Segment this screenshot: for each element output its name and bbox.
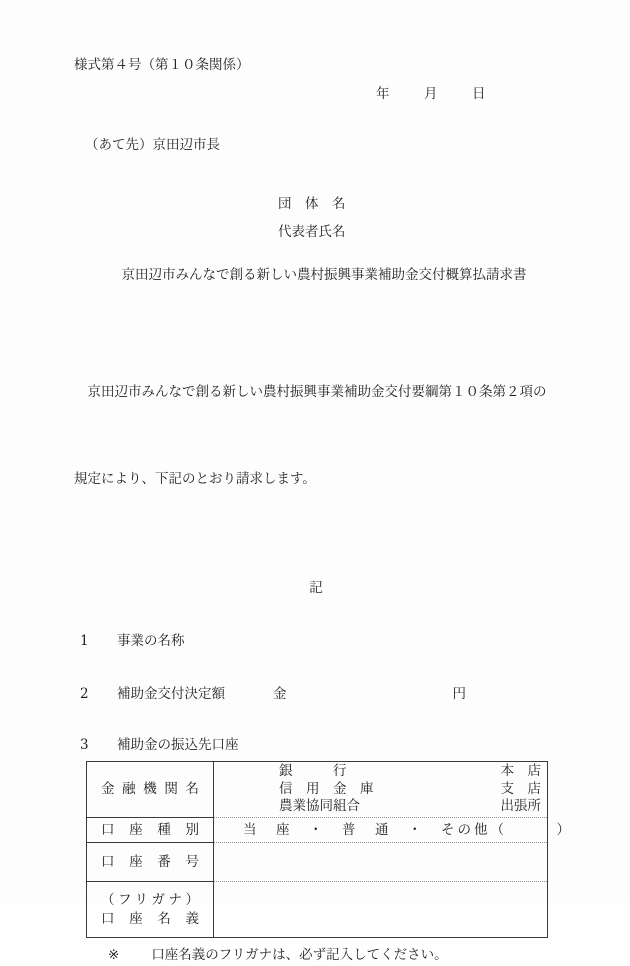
item-number: 2 xyxy=(80,686,89,702)
body-line-1: 京田辺市みんなで創る新しい農村振興事業補助金交付要綱第１０条第２項の xyxy=(74,384,547,400)
institution-option-agricoop xyxy=(214,798,547,816)
institution-type: 信 用 金 庫 xyxy=(279,780,374,797)
account-type-options: 当 座 ・ 普 通 ・ その他（ ） xyxy=(243,822,573,838)
account-type-label-cell xyxy=(87,818,214,843)
footnote xyxy=(108,945,558,966)
item-number: 3 xyxy=(80,737,89,753)
account-number-label: 口座番号 xyxy=(101,853,199,870)
institution-type: 銀 行 xyxy=(279,763,347,780)
group-name-label: 団 体 名 xyxy=(278,196,346,212)
branch-type: 本 店 xyxy=(500,763,541,780)
institution-type: 農業協同組合 xyxy=(279,798,360,815)
item-label: 補助金交付決定額 xyxy=(117,686,225,702)
account-type-value-cell xyxy=(214,818,573,843)
branch-type: 支 店 xyxy=(500,780,541,797)
account-number-value-cell xyxy=(214,843,548,882)
item-label: 事業の名称 xyxy=(117,633,185,649)
applicant-block xyxy=(278,190,558,246)
table-row-account-holder xyxy=(87,882,548,938)
financial-institution-label-cell xyxy=(87,762,214,818)
reference-mark: ※ xyxy=(108,947,120,963)
currency-prefix: 金 xyxy=(273,686,287,702)
item-bank-account xyxy=(80,735,558,756)
institution-option-bank xyxy=(214,763,547,781)
account-holder-label-cell xyxy=(87,882,214,938)
table-row-account-number xyxy=(87,843,548,882)
representative-name-label: 代表者氏名 xyxy=(278,224,346,240)
financial-institution-label: 金融機関名 xyxy=(101,781,199,797)
record-heading: 記 xyxy=(309,580,323,596)
item-label: 補助金の振込先口座 xyxy=(117,737,239,753)
body-line-2: 規定により、下記のとおり請求します。 xyxy=(74,471,316,487)
body-paragraph xyxy=(74,320,558,552)
bank-account-table xyxy=(86,761,573,938)
item-grant-amount xyxy=(80,684,558,705)
account-number-label-cell xyxy=(87,843,214,882)
account-holder-value-cell xyxy=(214,882,548,938)
item-project-name xyxy=(80,631,558,652)
financial-institution-value-cell xyxy=(214,762,548,818)
document-title: 京田辺市みんなで創る新しい農村振興事業補助金交付概算払請求書 xyxy=(121,267,527,283)
currency-suffix: 円 xyxy=(452,686,466,702)
branch-type: 出張所 xyxy=(500,798,541,815)
item-number: 1 xyxy=(80,633,89,649)
institution-option-shinkin xyxy=(214,781,547,799)
account-holder-kana-label: （フリガナ） xyxy=(101,891,199,908)
table-row-financial-institution xyxy=(87,762,548,818)
addressee: （あて先）京田辺市長 xyxy=(85,137,220,153)
account-type-label: 口座種別 xyxy=(101,821,199,838)
footnote-text: 口座名義のフリガナは、必ず記入してください。 xyxy=(151,947,448,963)
table-row-account-type xyxy=(87,818,548,843)
form-number: 様式第４号（第１０条関係） xyxy=(74,57,250,73)
date-line: 年 月 日 xyxy=(376,86,488,102)
account-holder-name-label: 口座名義 xyxy=(101,910,199,927)
